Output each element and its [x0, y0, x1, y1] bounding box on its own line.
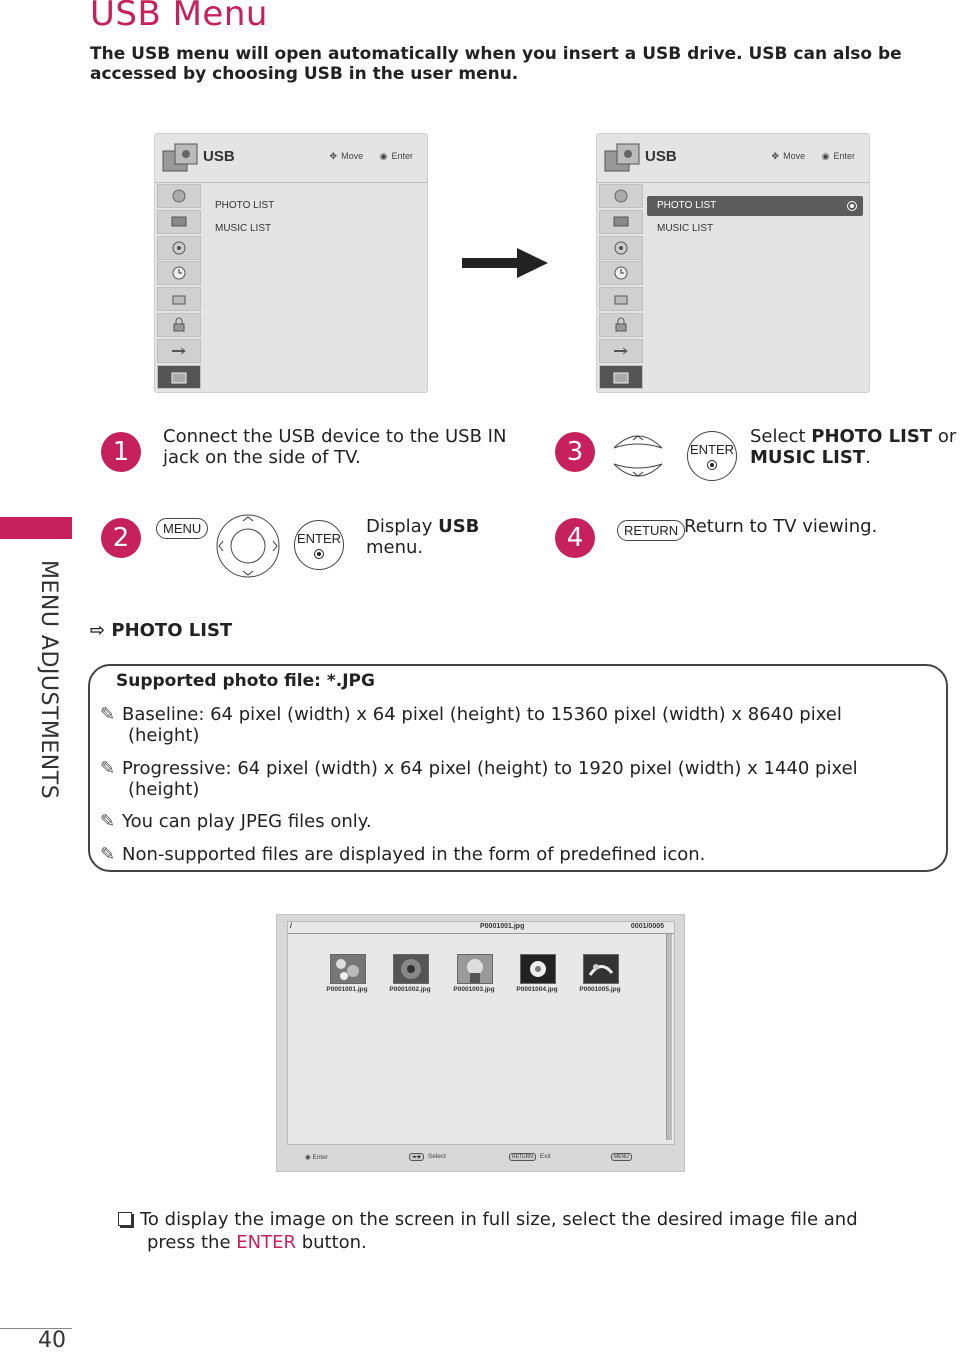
option-icon[interactable] [599, 287, 643, 311]
note-progressive-line1: Progressive: 64 pixel (width) x 64 pixel (height) to 1920 pixel (width) x 1440 pixel [122, 758, 858, 779]
menu-item-photo-list[interactable]: PHOTO LIST [215, 200, 275, 211]
menu-sidebar [599, 184, 643, 390]
navigation-keys-icon [215, 513, 281, 579]
step-3-bold-2: MUSIC LIST [750, 447, 866, 468]
full-size-note-line2-post: button. [295, 1232, 367, 1253]
right-arrow-icon [462, 248, 548, 278]
return-hint-key: RETURN [509, 1153, 536, 1161]
note-progressive-line2: (height) [128, 779, 200, 800]
step-3-mid: or [932, 426, 957, 447]
photo-list-scrollbar[interactable] [666, 934, 672, 1140]
note-jpeg-only [100, 811, 930, 832]
note-baseline [100, 704, 930, 746]
panel-help [768, 151, 855, 162]
thumbnail-label: P0001003.jpg [453, 986, 495, 993]
enter-icon: ◉ [821, 151, 830, 161]
page-number: 40 [38, 1328, 66, 1353]
usb-menu-before [154, 133, 428, 393]
audio-icon[interactable] [599, 236, 643, 260]
menu-item-photo-list-selected[interactable] [647, 196, 863, 216]
side-tab-marker [0, 517, 72, 539]
help-move: Move [341, 151, 364, 161]
photo-thumbnail[interactable] [393, 954, 429, 984]
help-move: Move [783, 151, 806, 161]
photo-list-heading-text: PHOTO LIST [111, 620, 233, 641]
footer-enter-label: Enter [312, 1154, 329, 1161]
usb-icon[interactable] [157, 365, 201, 389]
full-size-note-line1: To display the image on the screen in full size, select the desired image file and [140, 1209, 858, 1230]
select-indicator-icon [847, 201, 857, 211]
step-2-bold: USB [438, 516, 480, 537]
enter-key [687, 431, 737, 481]
clock-icon[interactable] [599, 261, 643, 285]
checkbox-bullet-icon [118, 1212, 132, 1226]
note-baseline-line2: (height) [128, 725, 200, 746]
step-3-post: . [865, 447, 871, 468]
panel-header [597, 134, 869, 183]
pencil-icon: ✎ [100, 811, 116, 832]
footer-exit-label: Exit [539, 1153, 551, 1160]
footer-select-label: Select [427, 1153, 446, 1160]
photo-list-status-bar [288, 922, 674, 934]
clock-icon[interactable] [157, 261, 201, 285]
note-non-supported-text: Non-supported files are displayed in the form of predefined icon. [122, 844, 706, 865]
help-enter: Enter [833, 151, 855, 161]
current-file-name: P0001001.jpg [480, 923, 525, 930]
screen-icon[interactable] [157, 210, 201, 234]
step-3-bold-1: PHOTO LIST [811, 426, 933, 447]
folder-path: / [290, 923, 292, 930]
enter-hint-icon: ◉ [305, 1154, 311, 1161]
enter-key [294, 520, 344, 570]
file-counter: 0001/0005 [630, 923, 664, 930]
enter-dot-icon [314, 549, 324, 559]
enter-icon: ◉ [379, 151, 388, 161]
option-icon[interactable] [157, 287, 201, 311]
usb-menu-after [596, 133, 870, 393]
step-4-text: Return to TV viewing. [684, 516, 878, 537]
menu-hint-key: MENU [611, 1153, 632, 1161]
step-2-post: menu. [366, 537, 424, 558]
photo-list-heading [90, 620, 232, 641]
footer-enter [305, 1153, 328, 1161]
photo-thumbnail[interactable] [457, 954, 493, 984]
menu-sidebar [157, 184, 201, 390]
intro-text: The USB menu will open automatically when you insert a USB drive. USB can also be accessed by choosing USB in the user menu. [90, 44, 902, 84]
full-size-note [118, 1208, 938, 1254]
return-key: RETURN [617, 520, 685, 541]
lock-icon[interactable] [157, 313, 201, 337]
footer-menu [611, 1153, 636, 1161]
photo-thumbnail[interactable] [583, 954, 619, 984]
usb-menu-icon [603, 141, 641, 175]
photo-list-screen [276, 914, 685, 1172]
full-size-note-line2-pre: press the [147, 1232, 237, 1253]
footer-exit [509, 1153, 551, 1161]
enter-key-word: ENTER [236, 1232, 296, 1253]
panel-title: USB [203, 148, 235, 165]
pencil-icon: ✎ [100, 844, 116, 865]
step-3-pre: Select [750, 426, 812, 447]
note-progressive [100, 758, 930, 800]
enter-key-label: ENTER [689, 442, 735, 457]
note-jpeg-only-text: You can play JPEG files only. [122, 811, 372, 832]
pencil-icon: ✎ [100, 758, 116, 779]
note-non-supported [100, 844, 930, 865]
panel-title: USB [645, 148, 677, 165]
thumbnail-label: P0001004.jpg [516, 986, 558, 993]
menu-key: MENU [156, 518, 208, 539]
thumbnail-label: P0001002.jpg [389, 986, 431, 993]
audio-icon[interactable] [157, 236, 201, 260]
photo-thumbnail[interactable] [330, 954, 366, 984]
move-icon: ✥ [329, 151, 338, 161]
side-section-label: MENU ADJUSTMENTS [36, 560, 61, 800]
step-3-text [750, 426, 971, 468]
up-down-keys-icon [612, 430, 664, 482]
picture-icon[interactable] [157, 184, 201, 208]
menu-item-music-list[interactable]: MUSIC LIST [215, 223, 272, 234]
hollow-arrow-icon: ⇨ [90, 620, 106, 641]
picture-icon[interactable] [599, 184, 643, 208]
supported-files-title: Supported photo file: *.JPG [116, 671, 375, 691]
enter-dot-icon [707, 460, 717, 470]
thumbnail-label: P0001001.jpg [326, 986, 368, 993]
note-baseline-line1: Baseline: 64 pixel (width) x 64 pixel (height) to 15360 pixel (width) x 8640 pixel [122, 704, 842, 725]
panel-header [155, 134, 427, 183]
step-number-3: 3 [555, 432, 595, 472]
page-title: USB Menu [90, 0, 268, 34]
footer-select [409, 1153, 446, 1161]
step-number-4: 4 [555, 518, 595, 558]
help-enter: Enter [391, 151, 413, 161]
menu-item-label: PHOTO LIST [657, 200, 717, 211]
move-icon: ✥ [771, 151, 780, 161]
step-2-text [366, 516, 516, 558]
panel-help [326, 151, 413, 162]
input-icon[interactable] [599, 339, 643, 363]
enter-key-label: ENTER [296, 531, 342, 546]
usb-menu-icon [161, 141, 199, 175]
step-2-pre: Display [366, 516, 439, 537]
step-1-text: Connect the USB device to the USB IN jack on the side of TV. [163, 426, 507, 468]
step-number-1: 1 [101, 432, 141, 472]
input-icon[interactable] [157, 339, 201, 363]
thumbnail-label: P0001005.jpg [579, 986, 621, 993]
menu-item-music-list[interactable]: MUSIC LIST [657, 223, 714, 234]
step-number-2: 2 [101, 518, 141, 558]
usb-icon[interactable] [599, 365, 643, 389]
photo-list-area [287, 921, 675, 1145]
photo-thumbnail[interactable] [520, 954, 556, 984]
arrows-hint-icon: ◂▸◆ [409, 1153, 424, 1161]
lock-icon[interactable] [599, 313, 643, 337]
pencil-icon: ✎ [100, 704, 116, 725]
screen-icon[interactable] [599, 210, 643, 234]
